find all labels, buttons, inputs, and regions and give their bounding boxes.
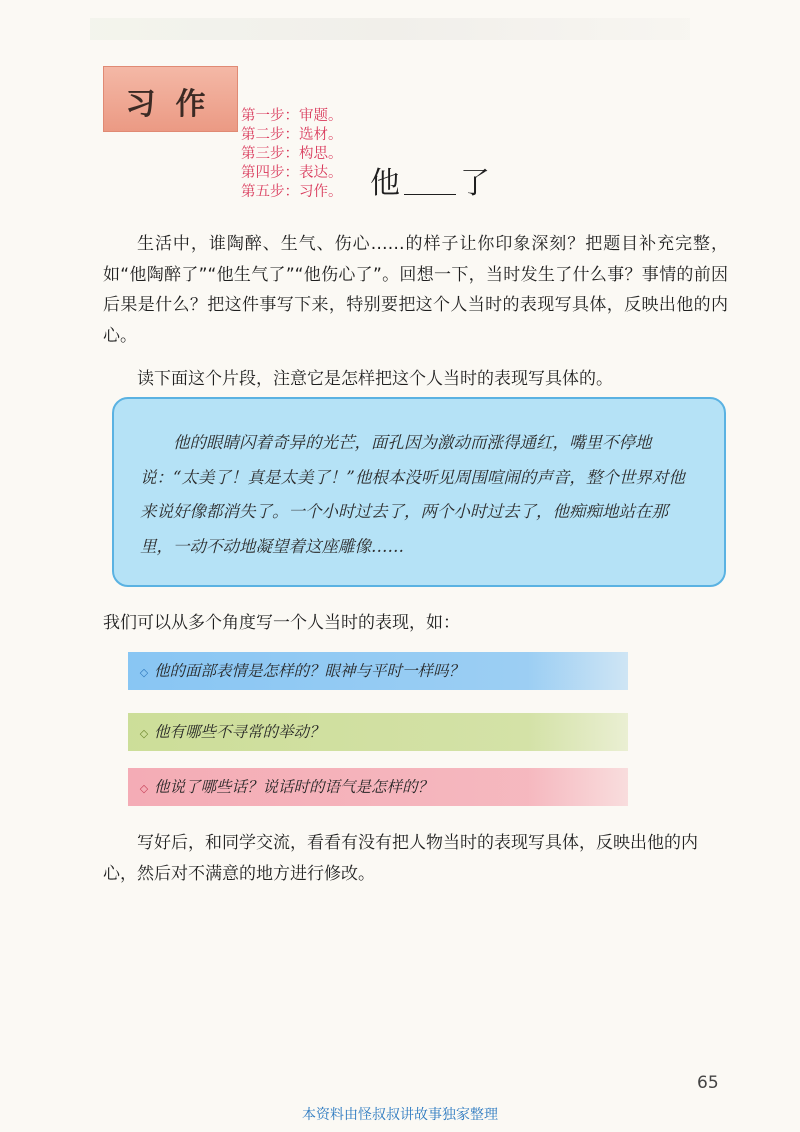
topic-blank (404, 170, 456, 195)
prompt-text: 他有哪些不寻常的举动？ (154, 723, 325, 741)
step-5: 第五步：习作。 (241, 184, 343, 200)
bullet-icon: ◇ (139, 782, 149, 795)
bullet-icon: ◇ (139, 666, 149, 679)
writing-steps-list (241, 107, 343, 202)
angles-intro: 我们可以从多个角度写一个人当时的表现，如： (103, 613, 460, 633)
step-2: 第二步：选材。 (241, 127, 343, 143)
prompt-facial-expression (128, 652, 628, 690)
writing-topic (370, 158, 490, 202)
faded-header-band (90, 18, 690, 40)
prompt-text: 他的面部表情是怎样的？眼神与平时一样吗？ (154, 662, 465, 680)
topic-prefix: 他 (370, 166, 400, 201)
intro-paragraph: 生活中，谁陶醉、生气、伤心……的样子让你印象深刻？把题目补充完整，如“他陶醉了”“他生气了”“他伤心了”。回想一下，当时发生了什么事？事情的前因后果是什么？把这件事写下来，特别要把这个人当时的表现写具体，反映出他的内心。 (103, 234, 728, 346)
step-4: 第四步：表达。 (241, 165, 343, 181)
section-title: 习作 (125, 87, 226, 122)
topic-suffix: 了 (460, 166, 490, 201)
step-1: 第一步：审题。 (241, 108, 343, 124)
footer-credit: 本资料由怪叔叔讲故事独家整理 (302, 1107, 498, 1123)
prompt-unusual-actions (128, 713, 628, 751)
bullet-icon: ◇ (139, 727, 149, 740)
step-3: 第三步：构思。 (241, 146, 343, 162)
prompt-text: 他说了哪些话？说话时的语气是怎样的？ (154, 778, 434, 796)
section-tag (103, 66, 238, 132)
revision-paragraph: 写好后，和同学交流，看看有没有把人物当时的表现写具体，反映出他的内心，然后对不满意的地方进行修改。 (103, 833, 698, 884)
reading-instruction: 读下面这个片段，注意它是怎样把这个人当时的表现写具体的。 (137, 369, 613, 389)
excerpt-box (112, 397, 726, 587)
excerpt-text: 他的眼睛闪着奇异的光芒，面孔因为激动而涨得通红，嘴里不停地说：“太美了！真是太美了！”他根本没听见周围喧闹的声音，整个世界对他来说好像都消失了。一个小时过去了，两个小时过去了，他痴痴地站在那里，一动不动地凝望着这座雕像…… (140, 433, 685, 556)
page-number: 65 (697, 1073, 719, 1093)
prompt-speech (128, 768, 628, 806)
